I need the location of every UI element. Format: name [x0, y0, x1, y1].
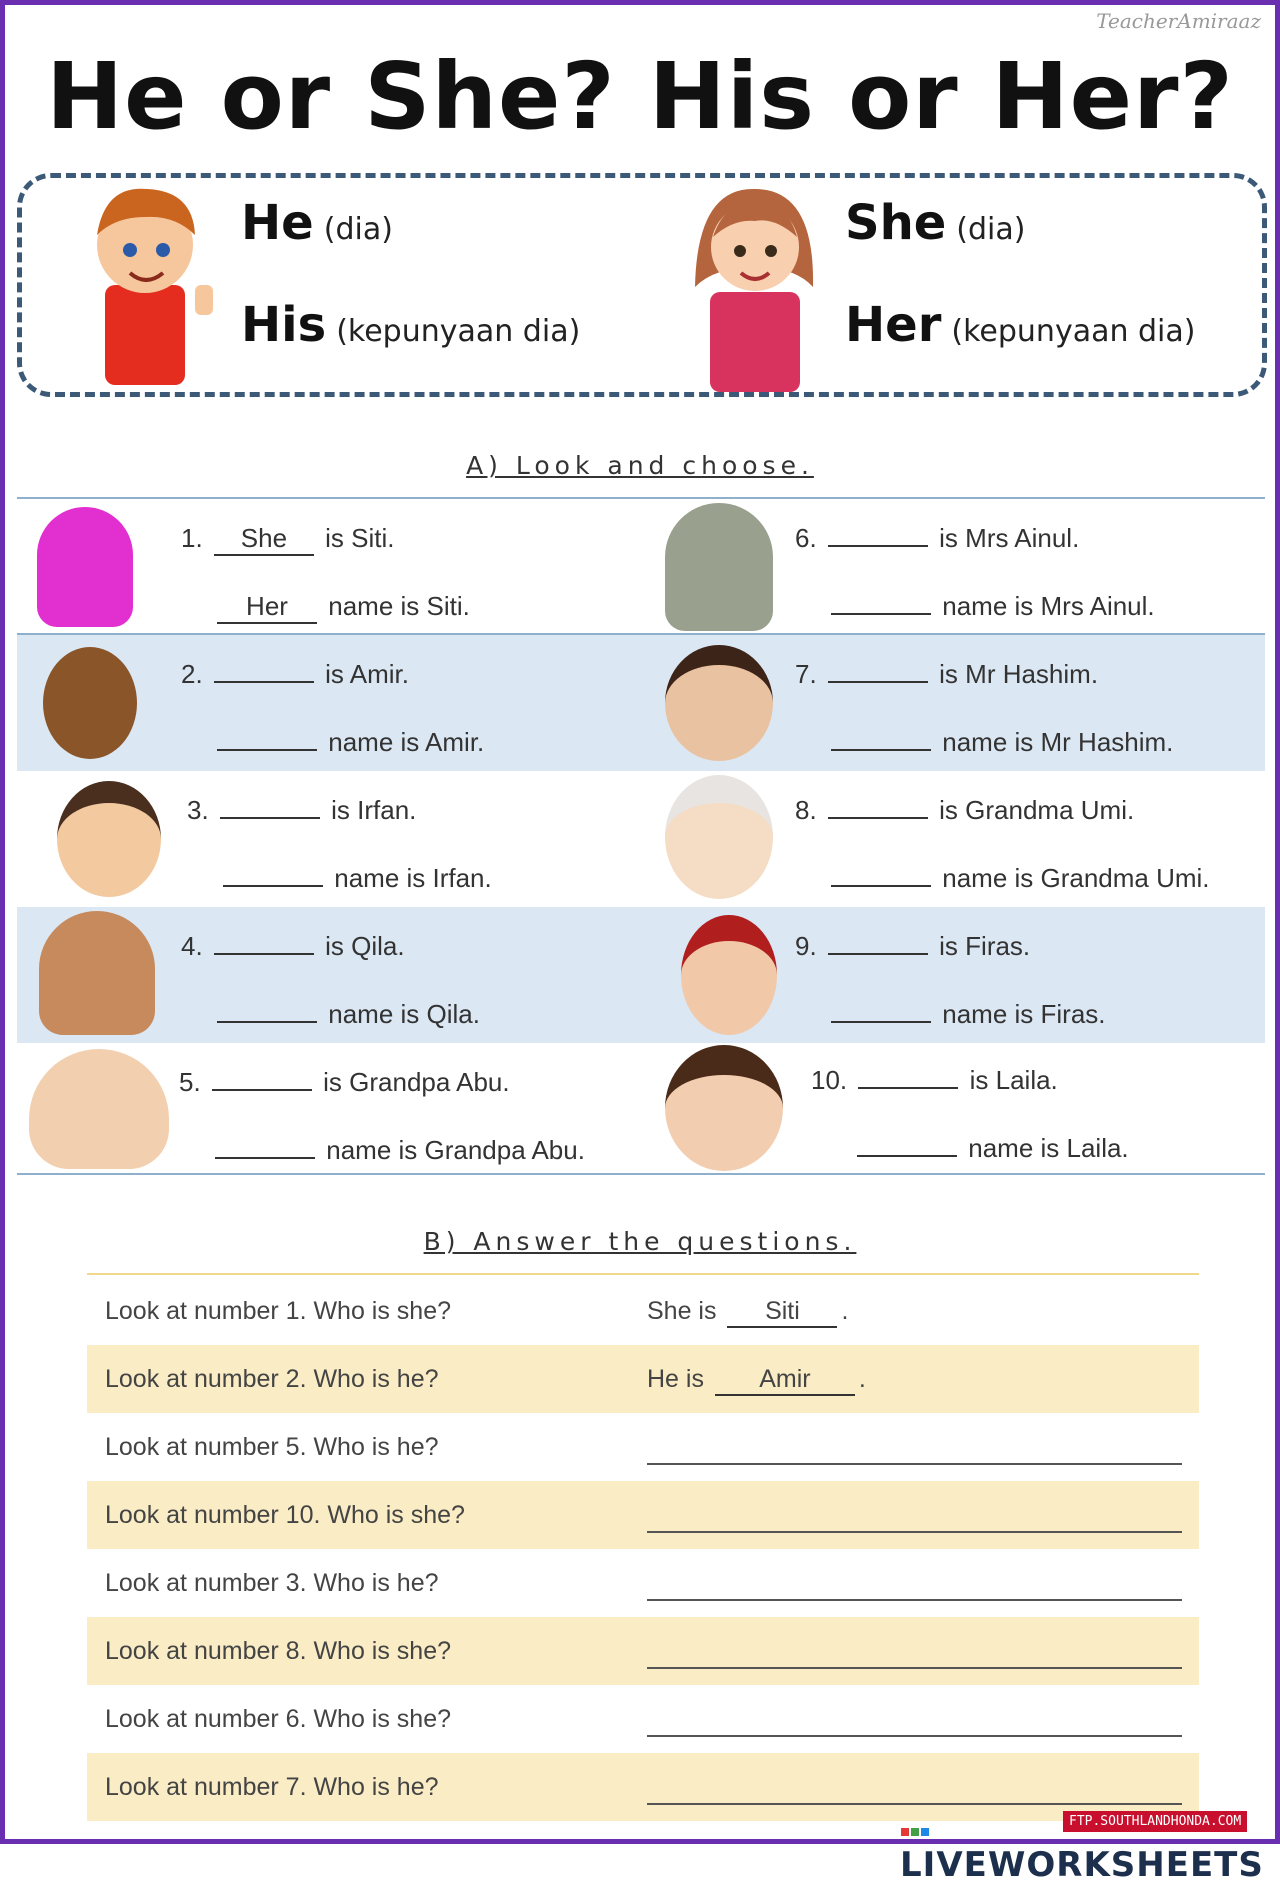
mrs-ainul-picture — [665, 503, 773, 631]
answer-line[interactable] — [647, 1531, 1182, 1533]
liveworksheets-logo: LIVEWORKSHEETS — [900, 1805, 1275, 1885]
answer-blank[interactable] — [217, 749, 317, 751]
answer-blank[interactable] — [831, 1021, 931, 1023]
question-text: Look at number 10. Who is she? — [105, 1501, 465, 1529]
question-row — [87, 1481, 1199, 1549]
row-divider — [17, 633, 1265, 635]
question-text: Look at number 7. Who is he? — [105, 1773, 439, 1801]
legend-her: Her (kepunyaan dia) — [845, 297, 1196, 353]
question-text: Look at number 2. Who is he? — [105, 1365, 439, 1393]
question-text: Look at number 8. Who is she? — [105, 1637, 452, 1665]
question-row — [87, 1345, 1199, 1413]
exercise-item-3-line2: name is Irfan. — [219, 863, 492, 894]
url-watermark: FTP.SOUTHLANDHONDA.COM — [1063, 1811, 1247, 1832]
answer-blank[interactable] — [828, 953, 928, 955]
exercise-item-4-line2: name is Qila. — [213, 999, 480, 1030]
question-text: Look at number 3. Who is he? — [105, 1569, 439, 1597]
section-a-title: A) Look and choose. — [466, 451, 814, 480]
exercise-item-1-line2: Her name is Siti. — [213, 591, 470, 624]
exercise-item-5-line2: name is Grandpa Abu. — [211, 1135, 585, 1166]
exercise-item-1: 1. She is Siti. — [181, 523, 395, 556]
exercise-item-10-line2: name is Laila. — [853, 1133, 1129, 1164]
answer-blank[interactable]: Amir — [715, 1365, 855, 1396]
answer-blank[interactable] — [828, 681, 928, 683]
girl-illustration — [685, 177, 825, 399]
answer-blank[interactable]: She — [214, 523, 314, 556]
row-divider — [17, 1173, 1265, 1175]
exercise-item-9-line2: name is Firas. — [827, 999, 1106, 1030]
question-row — [87, 1685, 1199, 1753]
answer-blank[interactable] — [828, 817, 928, 819]
question-row — [87, 1617, 1199, 1685]
exercise-item-4: 4. is Qila. — [181, 931, 405, 961]
irfan-picture — [57, 781, 161, 897]
question-row — [87, 1277, 1199, 1345]
exercise-item-3: 3. is Irfan. — [187, 795, 417, 825]
exercise-item-6-line2: name is Mrs Ainul. — [827, 591, 1155, 622]
answer-blank[interactable] — [831, 613, 931, 615]
answer-blank[interactable] — [212, 1089, 312, 1091]
answer-blank[interactable] — [214, 953, 314, 955]
siti-picture — [37, 507, 133, 627]
answer-line[interactable] — [647, 1735, 1182, 1737]
answer-blank[interactable] — [214, 681, 314, 683]
answer-blank[interactable]: Siti — [727, 1297, 837, 1328]
question-text: Look at number 6. Who is she? — [105, 1705, 452, 1733]
author-signature: TeacherAmiraaz — [1096, 9, 1261, 33]
question-text: Look at number 1. Who is she? — [105, 1297, 452, 1325]
answer-line[interactable] — [647, 1667, 1182, 1669]
exercise-item-8-line2: name is Grandma Umi. — [827, 863, 1210, 894]
answer-area: She is Siti . — [647, 1297, 848, 1328]
exercise-item-2: 2. is Amir. — [181, 659, 409, 689]
exercise-item-5: 5. is Grandpa Abu. — [179, 1067, 510, 1097]
exercise-item-2-line2: name is Amir. — [213, 727, 484, 758]
legend-he: He (dia) — [241, 195, 393, 251]
exercise-item-7: 7. is Mr Hashim. — [795, 659, 1099, 689]
question-row — [87, 1549, 1199, 1617]
row-divider — [87, 1273, 1199, 1275]
answer-blank[interactable] — [215, 1157, 315, 1159]
answer-blank[interactable] — [828, 545, 928, 547]
legend-his: His (kepunyaan dia) — [241, 297, 581, 353]
answer-area: He is Amir . — [647, 1365, 866, 1396]
laila-picture — [665, 1045, 783, 1171]
exercise-item-6: 6. is Mrs Ainul. — [795, 523, 1080, 553]
mr-hashim-picture — [665, 645, 773, 761]
grandma-umi-picture — [665, 775, 773, 899]
page-title: He or She? His or Her? — [46, 43, 1234, 150]
exercise-item-8: 8. is Grandma Umi. — [795, 795, 1135, 825]
answer-blank[interactable] — [858, 1087, 958, 1089]
answer-blank[interactable] — [857, 1155, 957, 1157]
legend-she: She (dia) — [845, 195, 1026, 251]
answer-line[interactable] — [647, 1463, 1182, 1465]
answer-blank[interactable] — [831, 885, 931, 887]
question-text: Look at number 5. Who is he? — [105, 1433, 439, 1461]
answer-blank[interactable] — [831, 749, 931, 751]
exercise-item-7-line2: name is Mr Hashim. — [827, 727, 1173, 758]
exercise-item-10: 10. is Laila. — [811, 1065, 1058, 1095]
answer-line[interactable] — [647, 1599, 1182, 1601]
boy-illustration — [75, 175, 225, 395]
answer-blank[interactable] — [223, 885, 323, 887]
amir-picture — [43, 647, 137, 759]
answer-blank[interactable] — [217, 1021, 317, 1023]
qila-picture — [39, 911, 155, 1035]
firas-picture — [681, 915, 777, 1035]
question-row — [87, 1413, 1199, 1481]
answer-blank[interactable]: Her — [217, 591, 317, 624]
exercise-item-9: 9. is Firas. — [795, 931, 1031, 961]
section-b-title: B) Answer the questions. — [423, 1227, 857, 1256]
answer-blank[interactable] — [220, 817, 320, 819]
